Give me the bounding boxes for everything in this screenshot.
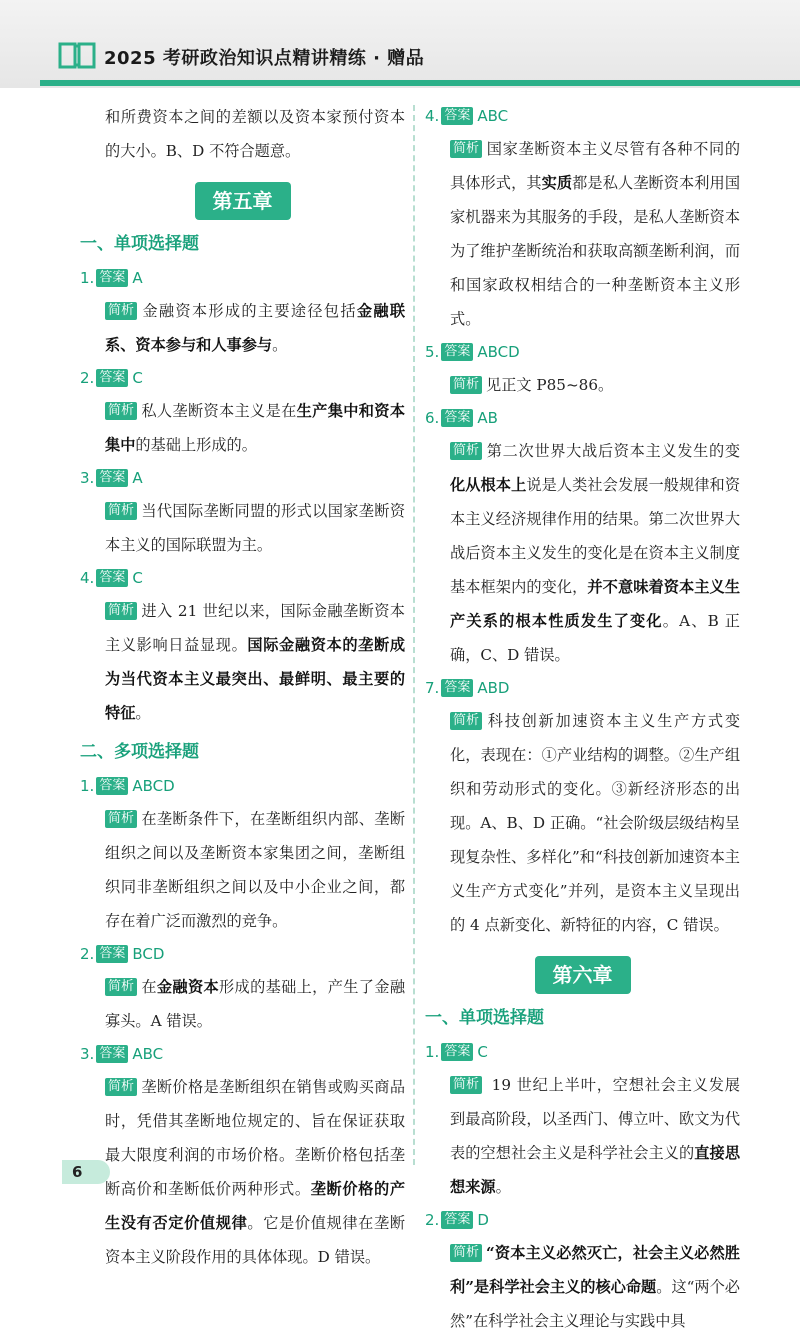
answer-line (80, 770, 405, 802)
analysis-segment: 当代国际垄断同盟的形式以国家垄断资本主义的国际联盟为主。 (105, 502, 405, 554)
answer-tag: 答案 (441, 1211, 473, 1229)
answer-line (80, 938, 405, 970)
answer-line (425, 1204, 740, 1236)
analysis-segment: 。这“两个必然”在科学社会主义理论与实践中具 (450, 1278, 740, 1330)
answer-value: C (132, 369, 143, 387)
analysis-segment: 在垄断条件下，在垄断组织内部、垄断组织之间以及垄断资本家集团之间，垄断组织同非垄断组织之间以及中小企业之间，都存在着广泛而激烈的竞争。 (105, 810, 405, 930)
section-heading: 二、多项选择题 (80, 742, 199, 762)
analysis-segment: 形成的基础上，产生了金融寡头。A 错误。 (105, 978, 406, 1030)
page-header (0, 0, 800, 88)
analysis-emphasis: 实质 (541, 174, 573, 192)
chapter-heading: 第五章 (195, 182, 291, 220)
analysis-text (80, 394, 405, 462)
analysis-segment: 19 世纪上半叶，空想社会主义发展到最高阶段，以圣西门、傅立叶、欧文为代表的空想社会主义是科学社会主义的 (450, 1076, 740, 1162)
analysis-segment: 第二次世界大战后资本主义发生的变 (486, 442, 740, 460)
analysis-segment: 。 (495, 1178, 511, 1196)
analysis-tag: 简析 (450, 712, 482, 730)
question-number: 3. (80, 469, 95, 487)
analysis-segment: 在 (141, 978, 157, 996)
answer-value: A (132, 469, 143, 487)
analysis-text (425, 704, 740, 942)
answer-value: C (132, 569, 143, 587)
analysis-segment: 说是人类社会发展一般规律和资本主义经济规律作用的结果。第二次世界大战后资本主义发生的变化是在资本主义制度基本框架内的变化， (450, 476, 741, 596)
analysis-segment: 。A、B 正确，C、D 错误。 (450, 612, 740, 664)
answer-line (80, 1038, 405, 1070)
question-number: 4. (425, 107, 440, 125)
analysis-segment: 国家垄断资本主义尽管有各种不同的具体形式，其 (450, 140, 740, 192)
question-number: 2. (425, 1211, 440, 1229)
question-list (425, 100, 740, 942)
analysis-emphasis: “资本主义必然灭亡，社会主义必然胜利”是科学社会主义的核心命题 (450, 1244, 740, 1296)
analysis-tag: 简析 (450, 376, 482, 394)
answer-line (80, 262, 405, 294)
analysis-tag: 简析 (105, 810, 137, 828)
question-number: 5. (425, 343, 440, 361)
analysis-tag: 简析 (105, 602, 137, 620)
answer-value: ABC (477, 107, 509, 125)
question-number: 1. (80, 777, 95, 795)
analysis-text (80, 294, 405, 362)
section-heading: 一、单项选择题 (80, 234, 199, 254)
question-list (80, 262, 405, 730)
analysis-tag: 简析 (105, 1078, 137, 1096)
answer-tag: 答案 (441, 1043, 473, 1061)
analysis-segment: 。 (135, 704, 151, 722)
answer-line (80, 362, 405, 394)
answer-line (80, 462, 405, 494)
answer-value: C (477, 1043, 488, 1061)
answer-tag: 答案 (441, 679, 473, 697)
analysis-segment: 。它是价值规律在垄断资本主义阶段作用的具体体现。D 错误。 (105, 1214, 406, 1266)
answer-tag: 答案 (96, 269, 128, 287)
answer-tag: 答案 (441, 409, 473, 427)
analysis-segment: 进入 21 世纪以来，国际金融垄断资本主义影响日益显现。 (105, 602, 405, 654)
question-number: 1. (425, 1043, 440, 1061)
answer-line (80, 562, 405, 594)
question-number: 1. (80, 269, 95, 287)
analysis-text (80, 802, 405, 938)
question-number: 3. (80, 1045, 95, 1063)
analysis-emphasis: 国际金融资本的垄断成为当代资本主义最突出、最鲜明、最主要的特征 (105, 636, 406, 722)
intro-text: 和所费资本之间的差额以及资本家预付资本的大小。B、D 不符合题意。 (105, 108, 405, 160)
question-list (80, 770, 405, 1274)
analysis-segment: 科技创新加速资本主义生产方式变化，表现在：①产业结构的调整。②生产组织和劳动形式的变化。③新经济形态的出现。A、B、D 正确。“社会阶级层级结构呈现复杂性、多样化”和“科技创新加速资本主义生产方式变化”并列，是资本主义呈现出的 4 点新变化、新特征的内容，C 错误。 (450, 712, 740, 934)
analysis-tag: 简析 (450, 1244, 482, 1262)
analysis-text (425, 132, 740, 336)
column-divider (413, 105, 415, 1165)
analysis-segment: 垄断价格是垄断组织在销售或购买商品时，凭借其垄断地位规定的、旨在保证获取最大限度利润的市场价格。垄断价格包括垄断高价和垄断低价两种形式。 (105, 1078, 405, 1198)
answer-value: D (477, 1211, 489, 1229)
analysis-tag: 简析 (450, 442, 482, 460)
answer-tag: 答案 (96, 945, 128, 963)
chapter-heading: 第六章 (535, 956, 631, 994)
analysis-text (425, 1068, 740, 1204)
answer-tag: 答案 (96, 1045, 128, 1063)
analysis-segment: 。 (272, 336, 288, 354)
book-icon (58, 40, 96, 70)
analysis-text (425, 434, 740, 672)
page-number: 6 (62, 1160, 110, 1184)
answer-tag: 答案 (96, 369, 128, 387)
analysis-text (80, 1070, 405, 1274)
right-column (425, 100, 740, 1338)
analysis-emphasis: 垄断价格的产生没有否定价值规律 (105, 1180, 406, 1232)
header-rule (40, 80, 800, 86)
analysis-tag: 简析 (105, 502, 137, 520)
analysis-tag: 简析 (105, 402, 137, 420)
answer-line (425, 402, 740, 434)
answer-tag: 答案 (441, 107, 473, 125)
answer-tag: 答案 (441, 343, 473, 361)
analysis-segment: 私人垄断资本主义是在 (141, 402, 297, 420)
answer-line (425, 672, 740, 704)
question-number: 2. (80, 369, 95, 387)
question-number: 2. (80, 945, 95, 963)
header-title: 2025 考研政治知识点精讲精练 · 赠品 (104, 48, 425, 69)
question-number: 7. (425, 679, 440, 697)
answer-value: ABCD (132, 777, 175, 795)
analysis-segment: 金融资本形成的主要途径包括 (141, 302, 357, 320)
answer-line (425, 100, 740, 132)
question-list (425, 1036, 740, 1338)
analysis-emphasis: 生产集中和资本集中 (105, 402, 406, 454)
question-number: 6. (425, 409, 440, 427)
analysis-segment: 都是私人垄断资本利用国家机器来为其服务的手段，是私人垄断资本为了维护垄断统治和获取高额垄断利润，而和国家政权相结合的一种垄断资本主义形式。 (450, 174, 741, 328)
analysis-segment: 见正文 P85~86。 (486, 376, 614, 394)
analysis-tag: 简析 (105, 302, 137, 320)
section-heading: 一、单项选择题 (425, 1008, 544, 1028)
analysis-text (80, 970, 405, 1038)
analysis-emphasis: 金融资本 (156, 978, 220, 996)
answer-line (425, 336, 740, 368)
analysis-emphasis: 并不意味着资本主义生产关系的根本性质发生了变化 (450, 578, 741, 630)
answer-tag: 答案 (96, 777, 128, 795)
analysis-tag: 简析 (105, 978, 137, 996)
question-number: 4. (80, 569, 95, 587)
analysis-emphasis: 金融联系、资本参与和人事参与 (105, 302, 406, 354)
answer-value: AB (477, 409, 498, 427)
analysis-text (425, 1236, 740, 1338)
answer-tag: 答案 (96, 469, 128, 487)
answer-tag: 答案 (96, 569, 128, 587)
answer-line (425, 1036, 740, 1068)
analysis-segment: 的基础上形成的。 (135, 436, 257, 454)
answer-value: ABC (132, 1045, 164, 1063)
analysis-text (425, 368, 740, 402)
analysis-emphasis: 直接思想来源 (450, 1144, 741, 1196)
analysis-emphasis: 化从根本上 (450, 476, 527, 494)
answer-value: ABCD (477, 343, 520, 361)
analysis-text (80, 594, 405, 730)
answer-value: BCD (132, 945, 165, 963)
answer-value: A (132, 269, 143, 287)
analysis-tag: 简析 (450, 140, 482, 158)
analysis-text (80, 494, 405, 562)
analysis-tag: 简析 (450, 1076, 482, 1094)
left-column (80, 100, 405, 1274)
answer-value: ABD (477, 679, 510, 697)
